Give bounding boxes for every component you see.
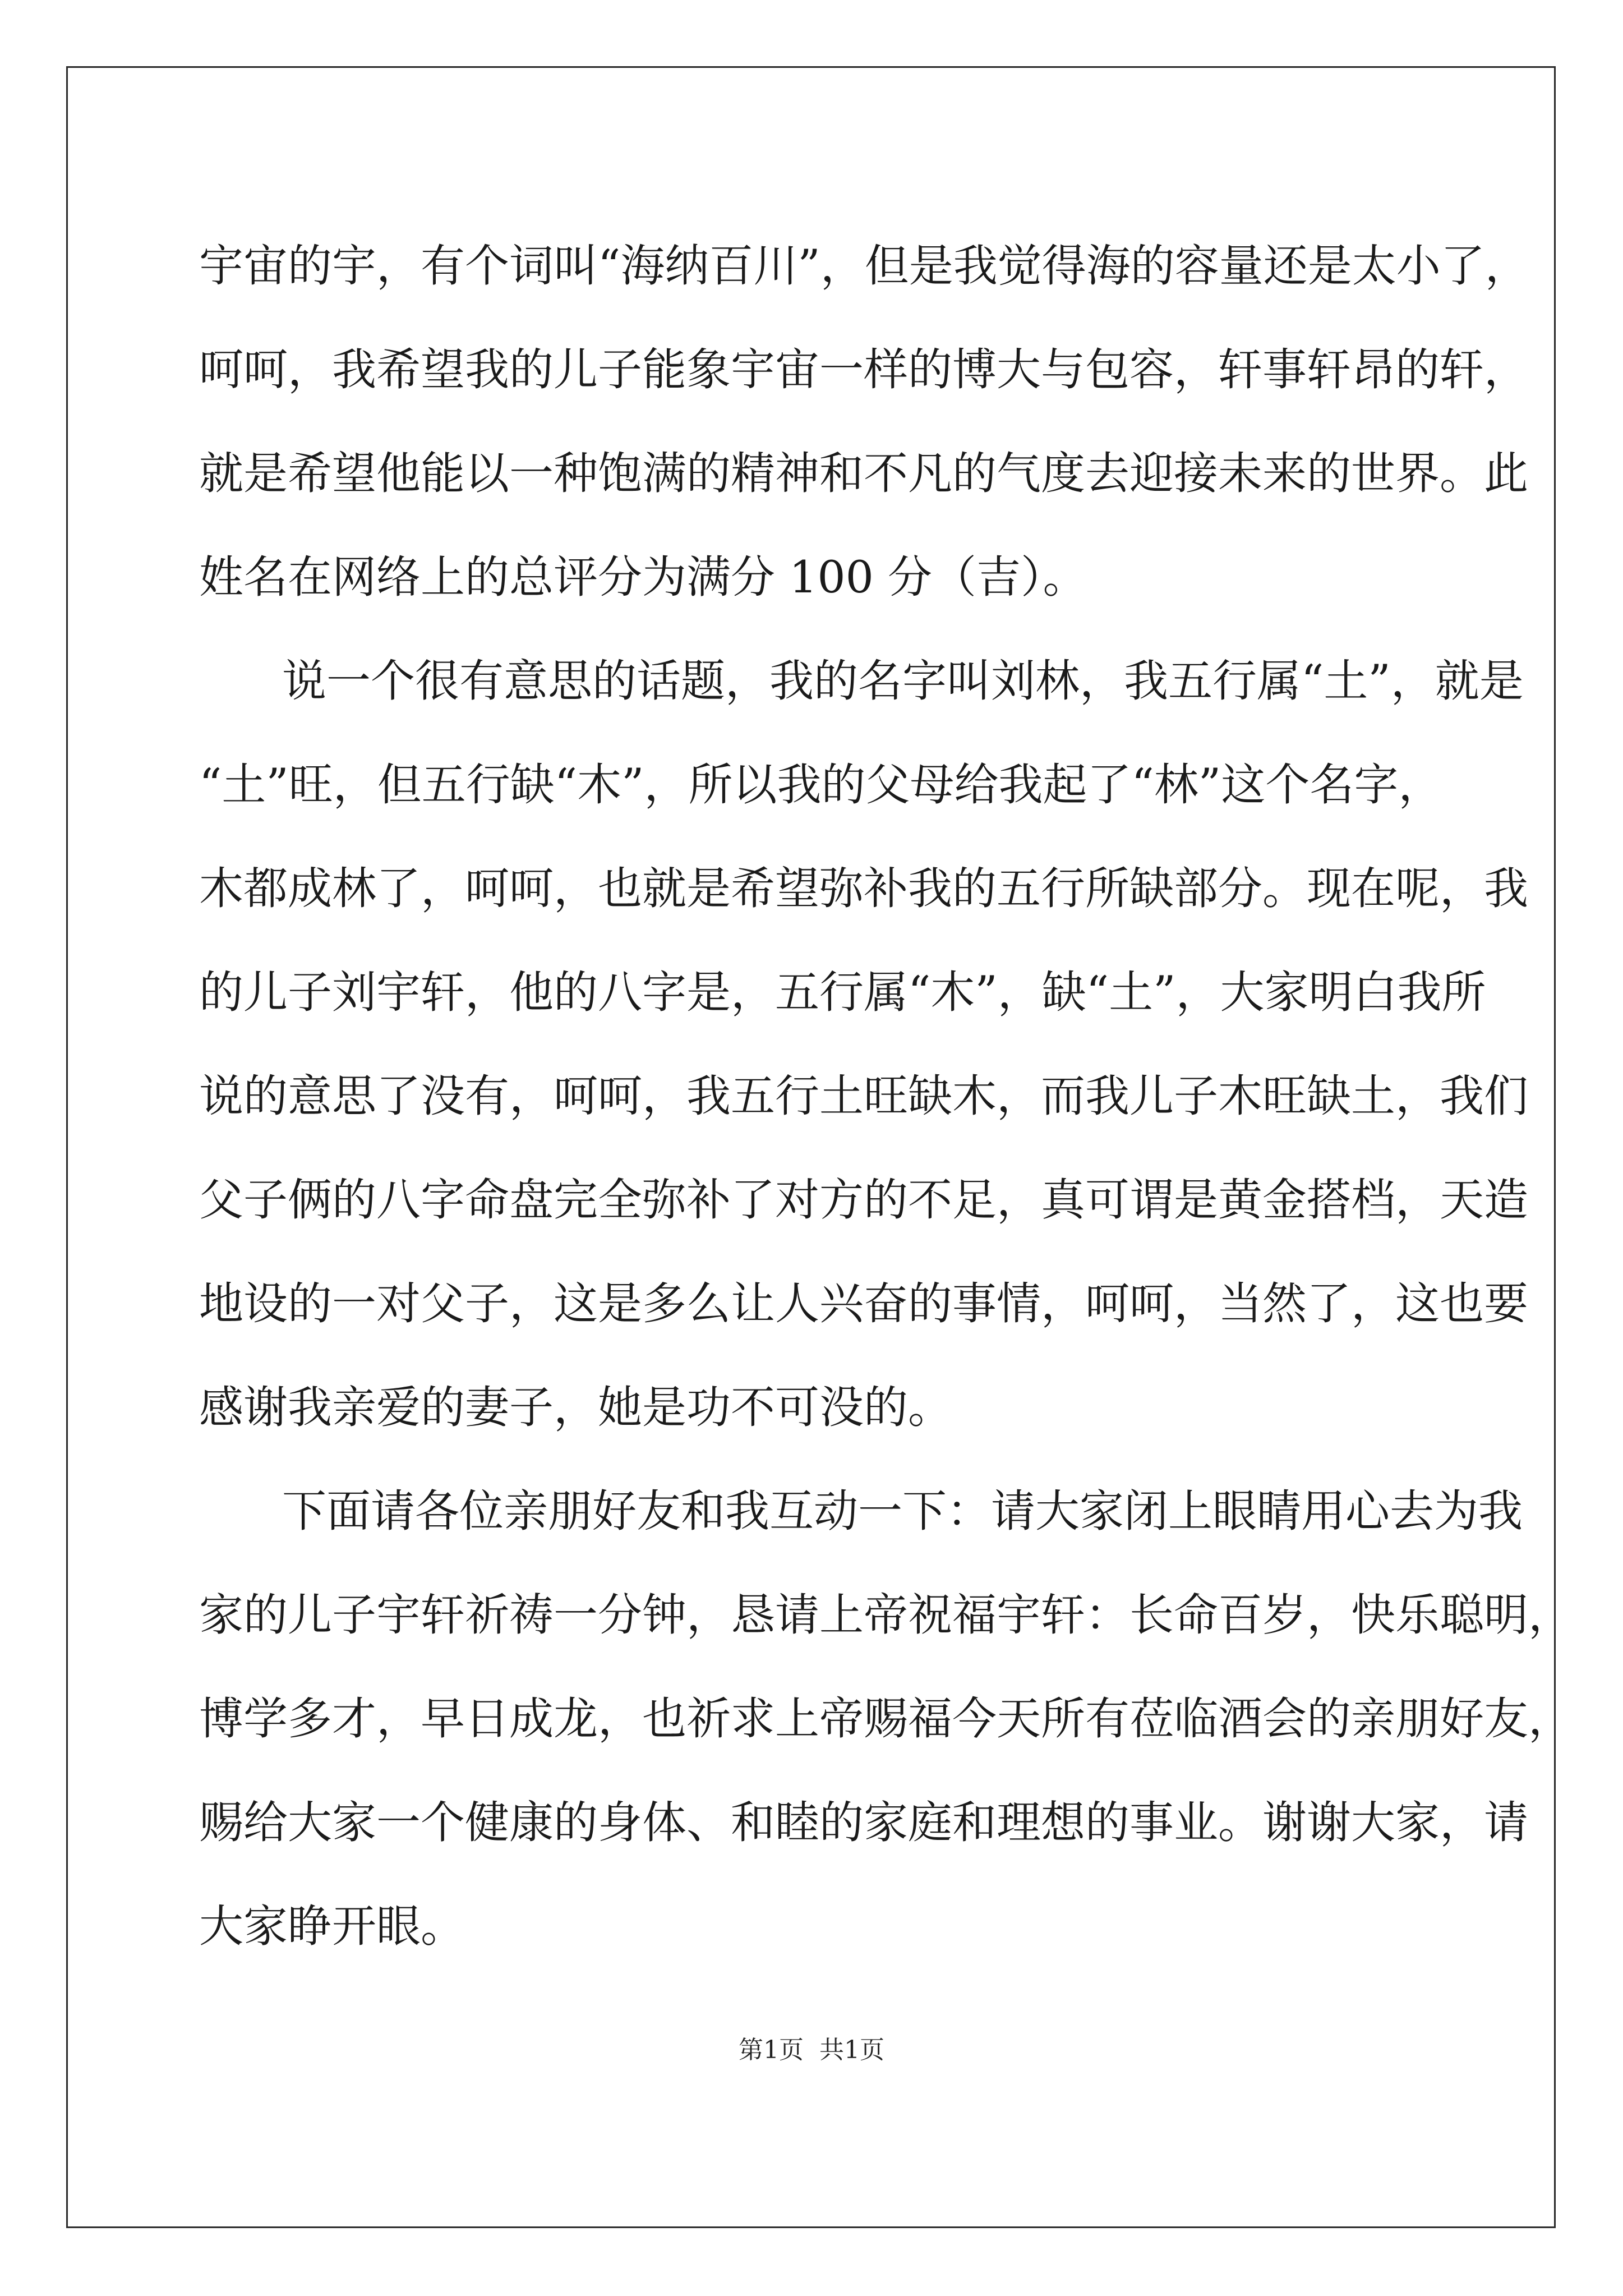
text-line: “土”旺，但五行缺“木”，所以我的父母给我起了“林”这个名字， bbox=[199, 759, 1443, 811]
page-number: 第1页 bbox=[739, 2036, 804, 2064]
text-line: 父子俩的八字命盘完全弥补了对方的不足，真可谓是黄金搭档，天造 bbox=[199, 1174, 1528, 1226]
text-line: 赐给大家一个健康的身体、和睦的家庭和理想的事业。谢谢大家，请 bbox=[199, 1797, 1528, 1848]
text-line: 地设的一对父子，这是多么让人兴奋的事情，呵呵，当然了，这也要 bbox=[199, 1278, 1528, 1329]
text-line: 大家睁开眼。 bbox=[199, 1901, 465, 1952]
text-line: 下面请各位亲朋好友和我互动一下：请大家闭上眼睛用心去为我 bbox=[282, 1485, 1523, 1537]
text-line: 说一个很有意思的话题，我的名字叫刘林，我五行属“土”，就是 bbox=[282, 655, 1524, 707]
text-line: 木都成林了，呵呵，也就是希望弥补我的五行所缺部分。现在呢，我 bbox=[199, 863, 1528, 914]
text-line: 的儿子刘宇轩，他的八字是，五行属“木”，缺“土”，大家明白我所 bbox=[199, 967, 1486, 1018]
text-line: 呵呵，我希望我的儿子能象宇宙一样的博大与包容，轩事轩昂的轩， bbox=[199, 344, 1528, 395]
text-line: 家的儿子宇轩祈祷一分钟，恳请上帝祝福宇轩：长命百岁，快乐聪明， bbox=[199, 1589, 1573, 1641]
text-line: 就是希望他能以一种饱满的精神和不凡的气度去迎接未来的世界。此 bbox=[199, 448, 1528, 499]
text-line: 博学多才，早日成龙，也祈求上帝赐福今天所有莅临酒会的亲朋好友， bbox=[199, 1693, 1573, 1745]
document-body bbox=[199, 214, 1573, 1978]
text-line: 姓名在网络上的总评分为满分 100 分（吉）。 bbox=[199, 551, 1087, 603]
text-line: 说的意思了没有，呵呵，我五行土旺缺木，而我儿子木旺缺土，我们 bbox=[199, 1070, 1528, 1122]
text-line: 感谢我亲爱的妻子，她是功不可没的。 bbox=[199, 1382, 952, 1433]
text-line: 宇宙的宇，有个词叫“海纳百川”，但是我觉得海的容量还是太小了， bbox=[199, 240, 1529, 292]
page-total: 共1页 bbox=[819, 2036, 884, 2064]
page-footer bbox=[0, 2033, 1623, 2067]
